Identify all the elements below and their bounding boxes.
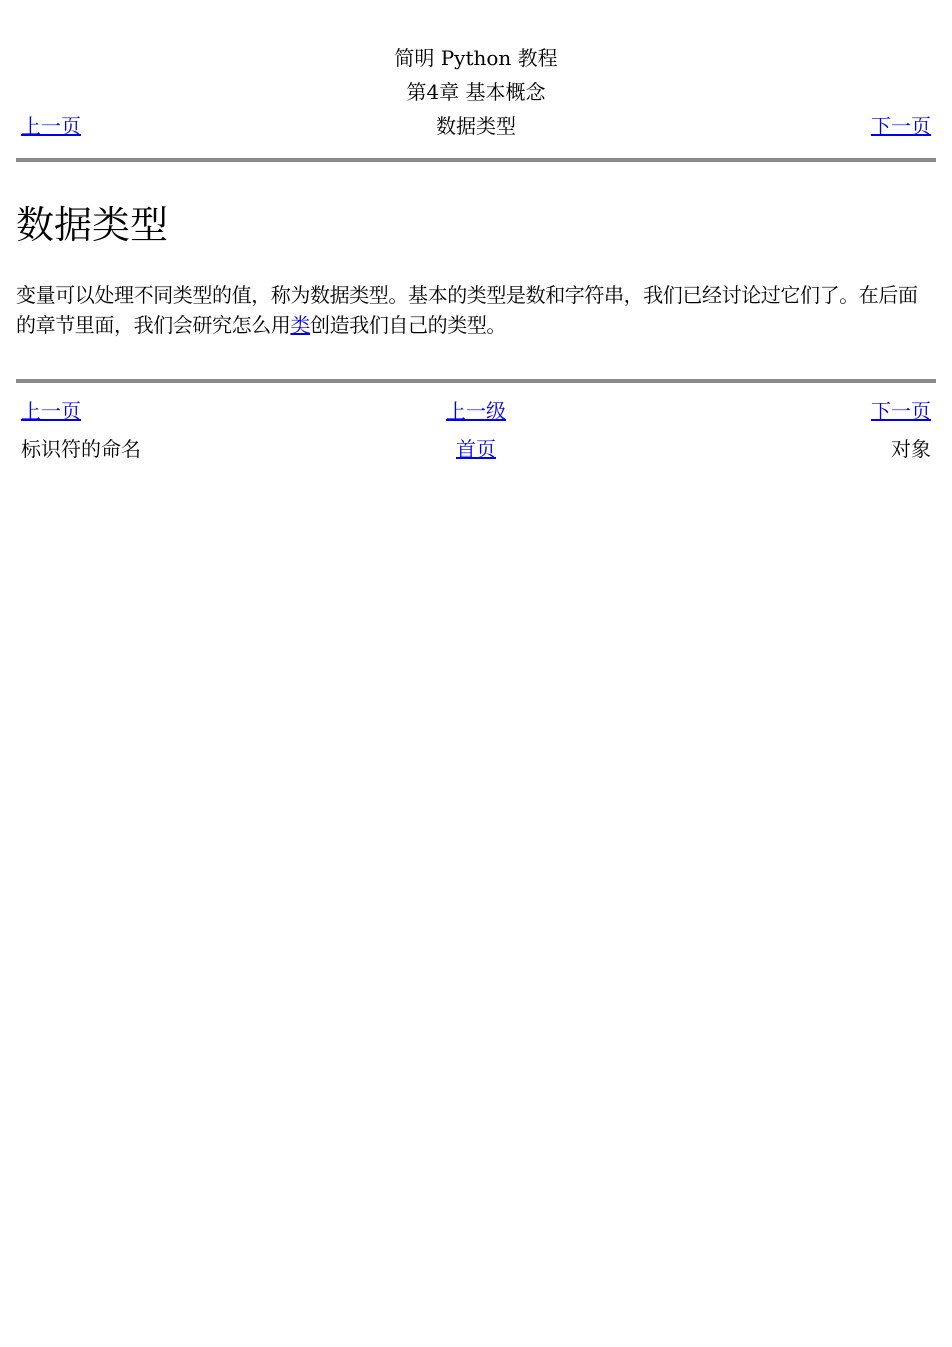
page: [16, 0, 936, 461]
header-prev-link[interactable]: 上一页: [21, 114, 81, 138]
paragraph-text-start: 变量可以处理不同类型的值，称为数据类型。基本的类型是数和字符串，我们已经讨论过它们了。在后面的章节里面，我们会研究怎么用: [16, 283, 918, 337]
footer-home-link[interactable]: 首页: [456, 437, 496, 461]
footer-next-link[interactable]: 下一页: [871, 399, 931, 423]
prev-page-title: 标识符的命名: [21, 437, 141, 461]
page-heading: 数据类型: [16, 203, 169, 247]
chapter-title: 第4章 基本概念: [406, 80, 546, 104]
home-link-cell: [16, 435, 936, 463]
navigation-header: [16, 0, 936, 150]
footer-up-link[interactable]: 上一级: [446, 399, 506, 423]
class-link[interactable]: 类: [290, 313, 311, 337]
footer-prev-link[interactable]: 上一页: [21, 399, 81, 423]
header-divider: [16, 158, 936, 162]
section-title: 数据类型: [436, 114, 516, 138]
body-paragraph: [16, 280, 936, 340]
footer-divider: [16, 379, 936, 383]
up-link-cell: [16, 397, 936, 425]
paragraph-text-end: 创造我们自己的类型。: [310, 313, 507, 337]
book-title: 简明 Python 教程: [394, 46, 558, 70]
header-next-link[interactable]: 下一页: [871, 114, 931, 138]
next-page-title: 对象: [891, 437, 931, 461]
